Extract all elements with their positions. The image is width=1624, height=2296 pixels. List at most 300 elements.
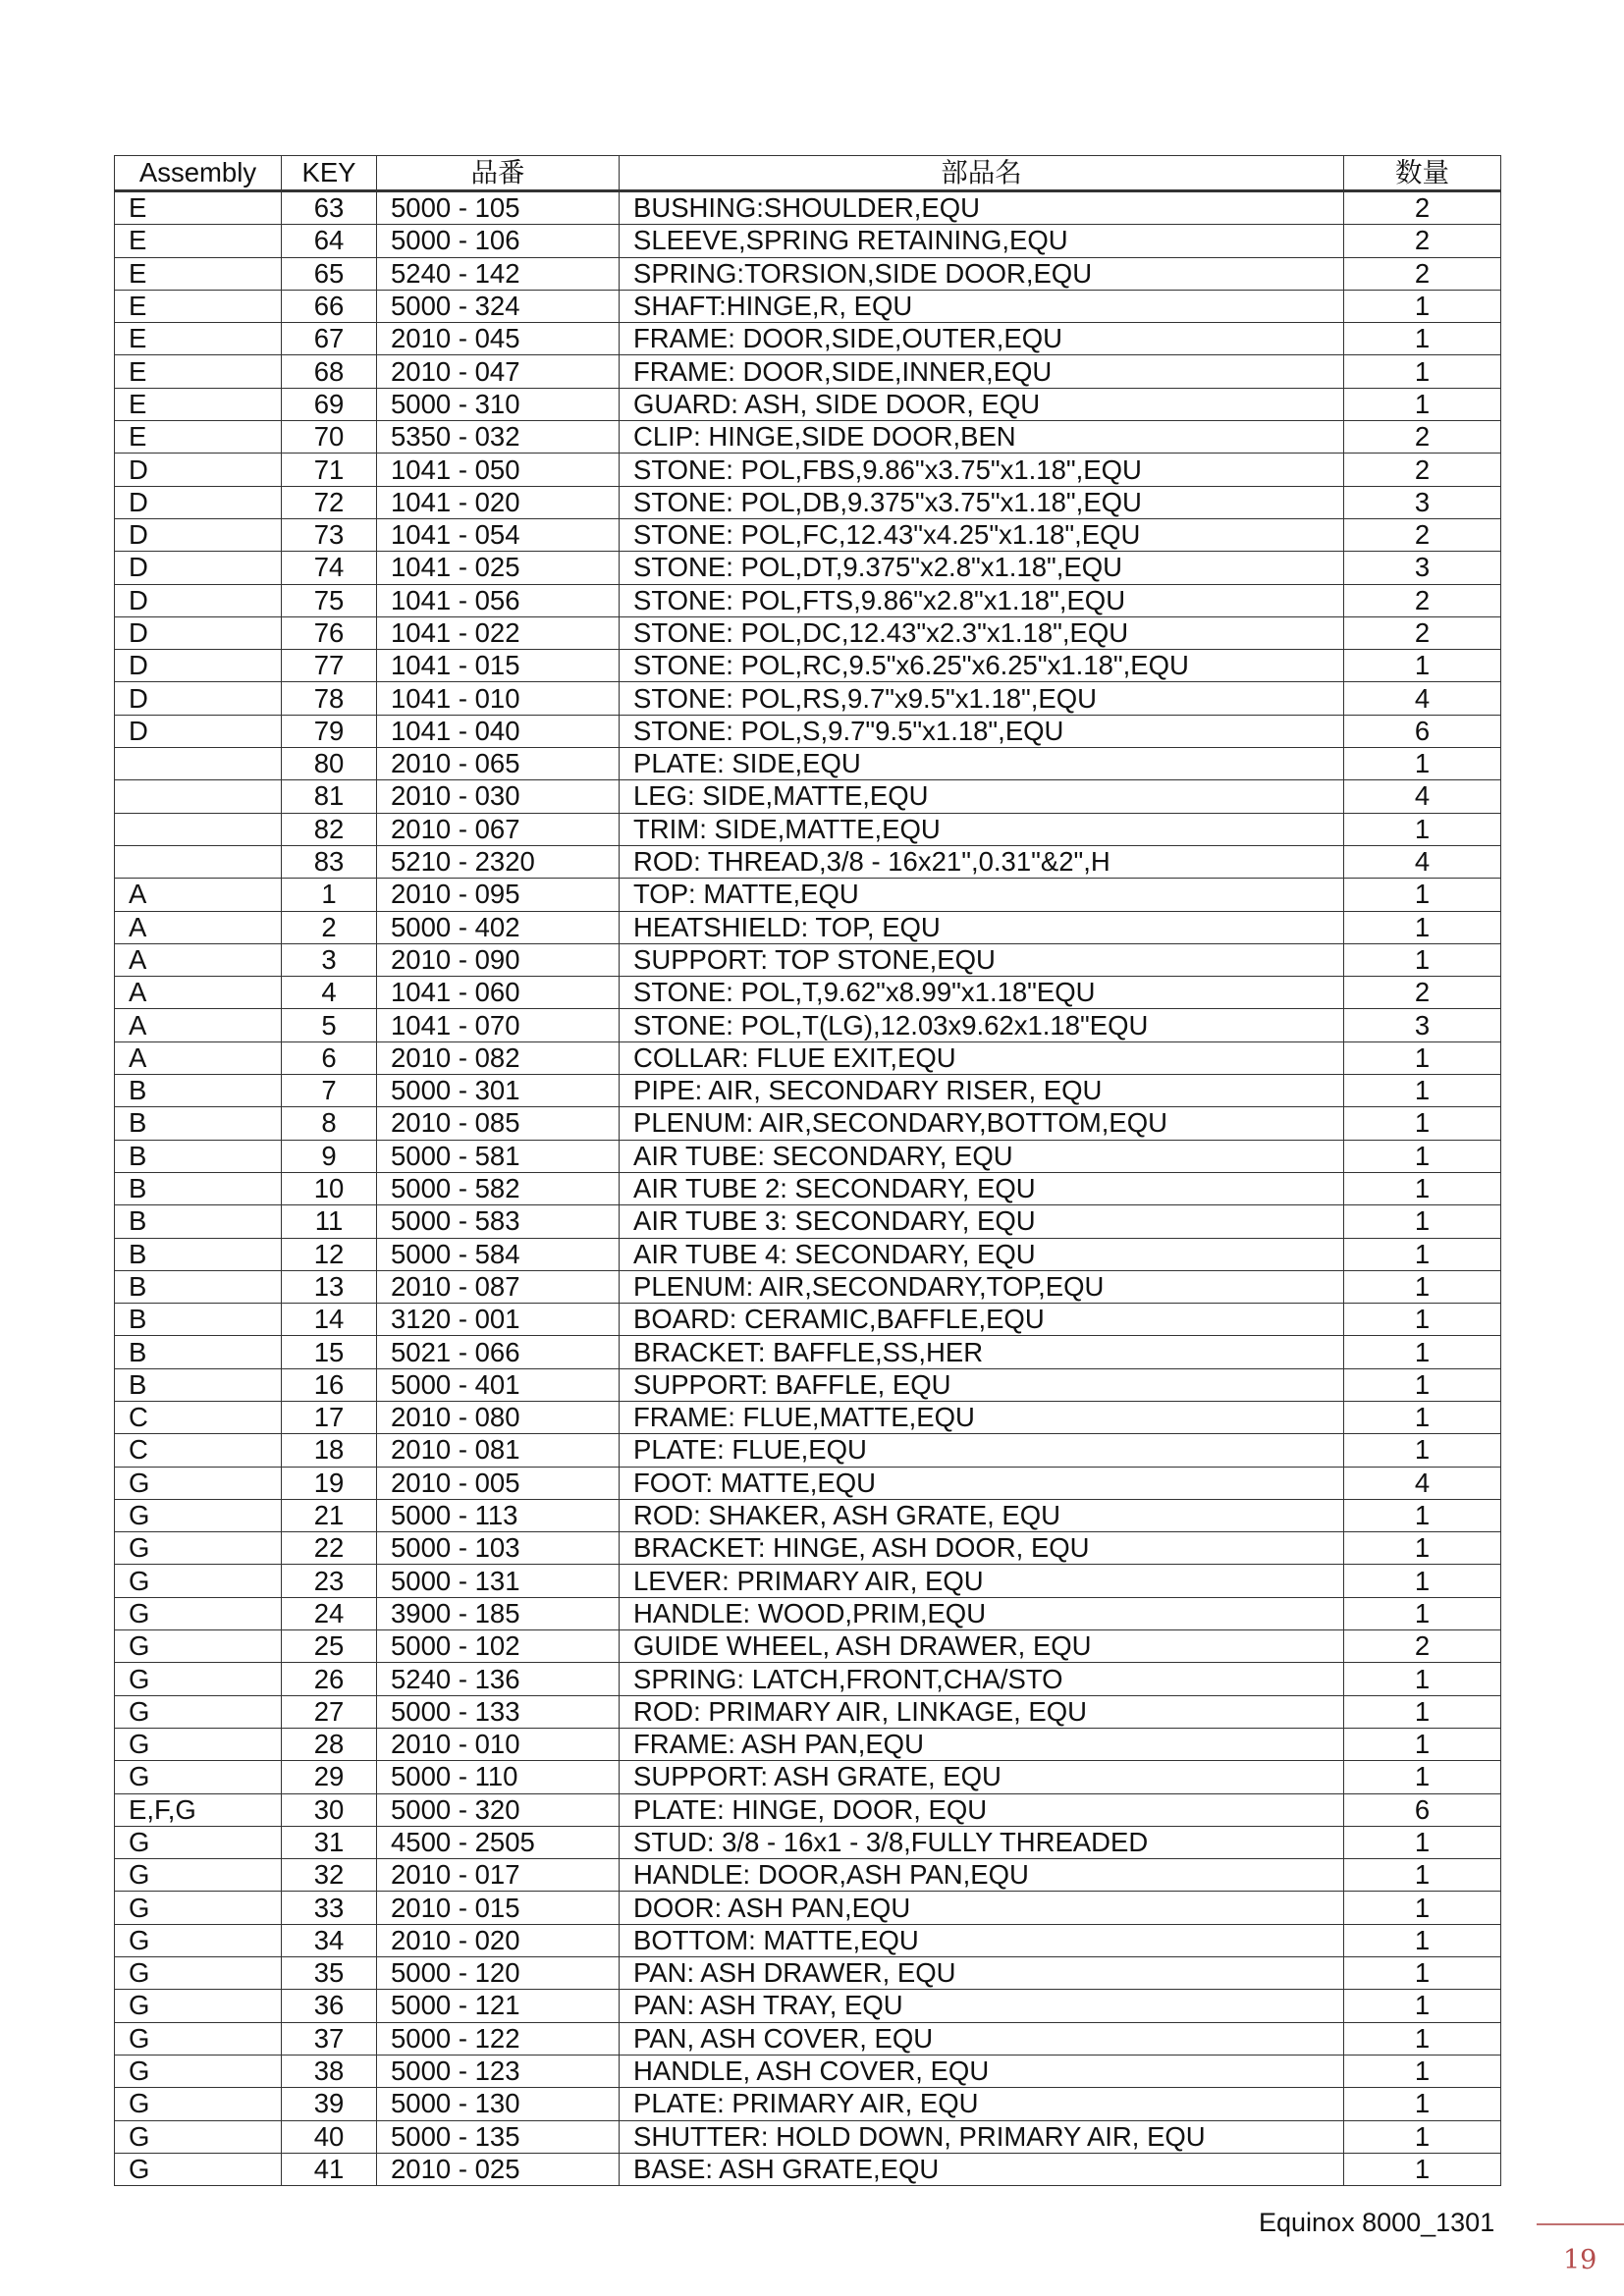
cell-key: 27 — [282, 1695, 377, 1728]
cell-part-name: PAN: ASH TRAY, EQU — [620, 1990, 1344, 2022]
cell-assembly: C — [115, 1401, 282, 1433]
cell-assembly: B — [115, 1336, 282, 1368]
cell-part-name: HANDLE: WOOD,PRIM,EQU — [620, 1597, 1344, 1629]
cell-part-name: HANDLE, ASH COVER, EQU — [620, 2055, 1344, 2087]
cell-assembly: B — [115, 1368, 282, 1401]
cell-quantity: 1 — [1344, 1434, 1501, 1467]
cell-part-number: 5000 - 110 — [377, 1761, 620, 1793]
cell-key: 33 — [282, 1892, 377, 1924]
cell-key: 63 — [282, 191, 377, 225]
table-row — [115, 2022, 1501, 2055]
cell-key: 3 — [282, 943, 377, 976]
cell-part-name: STONE: POL,RS,9.7"x9.5"x1.18",EQU — [620, 682, 1344, 715]
table-row — [115, 1859, 1501, 1892]
cell-assembly: G — [115, 1728, 282, 1760]
cell-key: 11 — [282, 1205, 377, 1238]
table-row — [115, 1368, 1501, 1401]
cell-part-name: SPRING:TORSION,SIDE DOOR,EQU — [620, 257, 1344, 290]
cell-quantity: 1 — [1344, 1140, 1501, 1172]
cell-assembly: E — [115, 191, 282, 225]
header-key: KEY — [282, 156, 377, 191]
cell-part-number: 5240 - 142 — [377, 257, 620, 290]
cell-part-number: 1041 - 060 — [377, 977, 620, 1009]
cell-quantity: 1 — [1344, 388, 1501, 420]
cell-key: 76 — [282, 616, 377, 649]
cell-part-number: 2010 - 095 — [377, 879, 620, 911]
cell-assembly: D — [115, 518, 282, 551]
cell-part-name: GUARD: ASH, SIDE DOOR, EQU — [620, 388, 1344, 420]
cell-assembly: A — [115, 943, 282, 976]
cell-assembly — [115, 780, 282, 813]
cell-quantity: 1 — [1344, 1597, 1501, 1629]
cell-part-number: 5000 - 120 — [377, 1957, 620, 1990]
table-row — [115, 1532, 1501, 1565]
cell-quantity: 1 — [1344, 2088, 1501, 2120]
cell-part-name: BRACKET: HINGE, ASH DOOR, EQU — [620, 1532, 1344, 1565]
cell-assembly: G — [115, 1597, 282, 1629]
cell-part-name: AIR TUBE 2: SECONDARY, EQU — [620, 1172, 1344, 1204]
cell-key: 71 — [282, 454, 377, 486]
cell-key: 38 — [282, 2055, 377, 2087]
cell-quantity: 1 — [1344, 1499, 1501, 1531]
cell-quantity: 1 — [1344, 2055, 1501, 2087]
cell-part-number: 2010 - 085 — [377, 1107, 620, 1140]
cell-part-name: TRIM: SIDE,MATTE,EQU — [620, 813, 1344, 845]
cell-part-name: PAN: ASH DRAWER, EQU — [620, 1957, 1344, 1990]
cell-part-name: STONE: POL,DT,9.375"x2.8"x1.18",EQU — [620, 552, 1344, 584]
table-row — [115, 1990, 1501, 2022]
table-row — [115, 616, 1501, 649]
cell-key: 31 — [282, 1826, 377, 1858]
cell-assembly: D — [115, 682, 282, 715]
cell-part-name: FRAME: DOOR,SIDE,INNER,EQU — [620, 355, 1344, 388]
cell-quantity: 6 — [1344, 715, 1501, 747]
table-row — [115, 780, 1501, 813]
cell-quantity: 1 — [1344, 1270, 1501, 1303]
cell-part-number: 1041 - 010 — [377, 682, 620, 715]
cell-part-name: TOP: MATTE,EQU — [620, 879, 1344, 911]
cell-assembly — [115, 748, 282, 780]
cell-assembly: E — [115, 323, 282, 355]
table-row — [115, 1140, 1501, 1172]
cell-assembly: G — [115, 1532, 282, 1565]
footer-rule — [1537, 2223, 1624, 2225]
cell-quantity: 1 — [1344, 1336, 1501, 1368]
cell-part-name: HEATSHIELD: TOP, EQU — [620, 911, 1344, 943]
cell-assembly: D — [115, 584, 282, 616]
cell-quantity: 1 — [1344, 1892, 1501, 1924]
cell-part-number: 5000 - 402 — [377, 911, 620, 943]
cell-assembly: G — [115, 2022, 282, 2055]
document-label: Equinox 8000_1301 — [1259, 2208, 1495, 2237]
cell-key: 39 — [282, 2088, 377, 2120]
cell-part-number: 5000 - 581 — [377, 1140, 620, 1172]
cell-part-name: SPRING: LATCH,FRONT,CHA/STO — [620, 1663, 1344, 1695]
cell-key: 17 — [282, 1401, 377, 1433]
cell-part-number: 5000 - 320 — [377, 1793, 620, 1826]
cell-part-name: AIR TUBE: SECONDARY, EQU — [620, 1140, 1344, 1172]
cell-quantity: 3 — [1344, 552, 1501, 584]
cell-quantity: 1 — [1344, 1075, 1501, 1107]
cell-part-number: 5000 - 130 — [377, 2088, 620, 2120]
cell-part-name: ROD: PRIMARY AIR, LINKAGE, EQU — [620, 1695, 1344, 1728]
cell-part-number: 2010 - 015 — [377, 1892, 620, 1924]
table-row — [115, 911, 1501, 943]
cell-key: 72 — [282, 486, 377, 518]
table-row — [115, 1793, 1501, 1826]
table-row — [115, 682, 1501, 715]
cell-part-name: STONE: POL,FC,12.43"x4.25"x1.18",EQU — [620, 518, 1344, 551]
cell-part-number: 5000 - 102 — [377, 1630, 620, 1663]
cell-key: 16 — [282, 1368, 377, 1401]
cell-key: 28 — [282, 1728, 377, 1760]
table-row — [115, 1663, 1501, 1695]
cell-quantity: 1 — [1344, 1107, 1501, 1140]
table-header — [115, 156, 1501, 191]
cell-quantity: 2 — [1344, 518, 1501, 551]
cell-part-number: 2010 - 025 — [377, 2153, 620, 2185]
cell-quantity: 1 — [1344, 1532, 1501, 1565]
table-row — [115, 2088, 1501, 2120]
cell-part-number: 1041 - 070 — [377, 1009, 620, 1041]
table-body — [115, 191, 1501, 2186]
cell-key: 80 — [282, 748, 377, 780]
cell-part-number: 5000 - 301 — [377, 1075, 620, 1107]
cell-assembly: G — [115, 1761, 282, 1793]
cell-part-number: 2010 - 017 — [377, 1859, 620, 1892]
cell-part-name: COLLAR: FLUE EXIT,EQU — [620, 1041, 1344, 1074]
cell-quantity: 1 — [1344, 1761, 1501, 1793]
cell-quantity: 1 — [1344, 911, 1501, 943]
cell-part-name: STONE: POL,T(LG),12.03x9.62x1.18"EQU — [620, 1009, 1344, 1041]
cell-quantity: 1 — [1344, 1368, 1501, 1401]
cell-part-name: STUD: 3/8 - 16x1 - 3/8,FULLY THREADED — [620, 1826, 1344, 1858]
cell-assembly: A — [115, 1041, 282, 1074]
cell-quantity: 1 — [1344, 1304, 1501, 1336]
cell-part-name: CLIP: HINGE,SIDE DOOR,BEN — [620, 421, 1344, 454]
table-row — [115, 1238, 1501, 1270]
cell-key: 77 — [282, 650, 377, 682]
cell-part-number: 5000 - 583 — [377, 1205, 620, 1238]
header-part-name: 部品名 — [620, 156, 1344, 191]
cell-key: 70 — [282, 421, 377, 454]
cell-assembly: G — [115, 1990, 282, 2022]
cell-part-number: 5000 - 135 — [377, 2120, 620, 2153]
cell-part-name: STONE: POL,DB,9.375"x3.75"x1.18",EQU — [620, 486, 1344, 518]
cell-part-number: 5240 - 136 — [377, 1663, 620, 1695]
table-row — [115, 748, 1501, 780]
cell-quantity: 1 — [1344, 1205, 1501, 1238]
table-row — [115, 1434, 1501, 1467]
cell-assembly: D — [115, 650, 282, 682]
table-row — [115, 1499, 1501, 1531]
cell-part-number: 3120 - 001 — [377, 1304, 620, 1336]
cell-assembly: G — [115, 1826, 282, 1858]
cell-quantity: 1 — [1344, 1401, 1501, 1433]
table-row — [115, 1597, 1501, 1629]
table-row — [115, 845, 1501, 878]
cell-key: 8 — [282, 1107, 377, 1140]
cell-key: 37 — [282, 2022, 377, 2055]
cell-part-number: 5210 - 2320 — [377, 845, 620, 878]
table-row — [115, 1565, 1501, 1597]
cell-quantity: 1 — [1344, 650, 1501, 682]
cell-part-name: PLATE: HINGE, DOOR, EQU — [620, 1793, 1344, 1826]
cell-part-name: PLENUM: AIR,SECONDARY,BOTTOM,EQU — [620, 1107, 1344, 1140]
cell-key: 40 — [282, 2120, 377, 2153]
cell-assembly: G — [115, 2153, 282, 2185]
cell-part-name: PIPE: AIR, SECONDARY RISER, EQU — [620, 1075, 1344, 1107]
cell-assembly: G — [115, 2120, 282, 2153]
cell-quantity: 4 — [1344, 780, 1501, 813]
table-row — [115, 1075, 1501, 1107]
cell-assembly: B — [115, 1270, 282, 1303]
cell-quantity: 2 — [1344, 454, 1501, 486]
cell-quantity: 4 — [1344, 1467, 1501, 1499]
cell-quantity: 2 — [1344, 977, 1501, 1009]
cell-part-number: 2010 - 067 — [377, 813, 620, 845]
cell-key: 67 — [282, 323, 377, 355]
cell-key: 41 — [282, 2153, 377, 2185]
cell-part-number: 4500 - 2505 — [377, 1826, 620, 1858]
cell-key: 29 — [282, 1761, 377, 1793]
table-row — [115, 1957, 1501, 1990]
cell-key: 1 — [282, 879, 377, 911]
cell-quantity: 2 — [1344, 191, 1501, 225]
cell-part-number: 1041 - 040 — [377, 715, 620, 747]
table-row — [115, 421, 1501, 454]
table-row — [115, 257, 1501, 290]
cell-part-name: BUSHING:SHOULDER,EQU — [620, 191, 1344, 225]
cell-part-number: 5000 - 584 — [377, 1238, 620, 1270]
table-row — [115, 486, 1501, 518]
cell-key: 68 — [282, 355, 377, 388]
cell-assembly: D — [115, 454, 282, 486]
cell-assembly: B — [115, 1075, 282, 1107]
table-row — [115, 650, 1501, 682]
cell-part-name: SUPPORT: TOP STONE,EQU — [620, 943, 1344, 976]
cell-part-number: 1041 - 022 — [377, 616, 620, 649]
cell-key: 36 — [282, 1990, 377, 2022]
cell-assembly: E — [115, 225, 282, 257]
cell-key: 69 — [282, 388, 377, 420]
cell-part-name: BASE: ASH GRATE,EQU — [620, 2153, 1344, 2185]
cell-key: 22 — [282, 1532, 377, 1565]
cell-quantity: 1 — [1344, 290, 1501, 322]
cell-part-number: 5000 - 105 — [377, 191, 620, 225]
cell-quantity: 1 — [1344, 1990, 1501, 2022]
cell-part-number: 2010 - 090 — [377, 943, 620, 976]
cell-quantity: 1 — [1344, 1172, 1501, 1204]
cell-quantity: 1 — [1344, 2022, 1501, 2055]
cell-key: 64 — [282, 225, 377, 257]
cell-part-name: BRACKET: BAFFLE,SS,HER — [620, 1336, 1344, 1368]
cell-part-number: 5000 - 131 — [377, 1565, 620, 1597]
cell-key: 24 — [282, 1597, 377, 1629]
table-row — [115, 977, 1501, 1009]
table-row — [115, 1172, 1501, 1204]
cell-part-name: FOOT: MATTE,EQU — [620, 1467, 1344, 1499]
cell-part-number: 1041 - 025 — [377, 552, 620, 584]
cell-part-name: STONE: POL,T,9.62"x8.99"x1.18"EQU — [620, 977, 1344, 1009]
cell-quantity: 1 — [1344, 1695, 1501, 1728]
table-row — [115, 191, 1501, 225]
cell-key: 14 — [282, 1304, 377, 1336]
cell-quantity: 1 — [1344, 879, 1501, 911]
cell-assembly: C — [115, 1434, 282, 1467]
cell-key: 15 — [282, 1336, 377, 1368]
cell-part-number: 2010 - 045 — [377, 323, 620, 355]
table-row — [115, 2120, 1501, 2153]
page-number: 19 — [1563, 2245, 1597, 2275]
cell-quantity: 2 — [1344, 421, 1501, 454]
cell-assembly: E — [115, 290, 282, 322]
table-row — [115, 1761, 1501, 1793]
cell-assembly: B — [115, 1205, 282, 1238]
cell-key: 10 — [282, 1172, 377, 1204]
parts-table — [114, 155, 1501, 2186]
cell-part-number: 2010 - 047 — [377, 355, 620, 388]
cell-part-number: 5000 - 122 — [377, 2022, 620, 2055]
cell-assembly: D — [115, 552, 282, 584]
table-row — [115, 1924, 1501, 1956]
cell-key: 4 — [282, 977, 377, 1009]
table-row — [115, 1728, 1501, 1760]
cell-quantity: 1 — [1344, 1924, 1501, 1956]
cell-assembly: G — [115, 1859, 282, 1892]
table-row — [115, 225, 1501, 257]
cell-part-number: 5000 - 123 — [377, 2055, 620, 2087]
cell-quantity: 2 — [1344, 584, 1501, 616]
cell-part-name: FRAME: FLUE,MATTE,EQU — [620, 1401, 1344, 1433]
cell-quantity: 3 — [1344, 1009, 1501, 1041]
cell-quantity: 1 — [1344, 1826, 1501, 1858]
cell-part-number: 2010 - 087 — [377, 1270, 620, 1303]
cell-assembly: G — [115, 1565, 282, 1597]
cell-assembly: B — [115, 1304, 282, 1336]
cell-key: 19 — [282, 1467, 377, 1499]
cell-assembly: E,F,G — [115, 1793, 282, 1826]
cell-part-number: 5000 - 133 — [377, 1695, 620, 1728]
cell-key: 9 — [282, 1140, 377, 1172]
cell-part-name: BOTTOM: MATTE,EQU — [620, 1924, 1344, 1956]
cell-quantity: 1 — [1344, 2153, 1501, 2185]
cell-assembly — [115, 845, 282, 878]
cell-quantity: 3 — [1344, 486, 1501, 518]
cell-key: 5 — [282, 1009, 377, 1041]
cell-quantity: 1 — [1344, 323, 1501, 355]
cell-quantity: 4 — [1344, 682, 1501, 715]
cell-quantity: 1 — [1344, 1859, 1501, 1892]
table-row — [115, 1009, 1501, 1041]
table-row — [115, 388, 1501, 420]
cell-key: 65 — [282, 257, 377, 290]
cell-assembly: E — [115, 257, 282, 290]
table-row — [115, 1205, 1501, 1238]
cell-quantity: 1 — [1344, 1957, 1501, 1990]
cell-part-number: 5000 - 324 — [377, 290, 620, 322]
cell-key: 35 — [282, 1957, 377, 1990]
cell-part-number: 5350 - 032 — [377, 421, 620, 454]
cell-key: 13 — [282, 1270, 377, 1303]
cell-key: 7 — [282, 1075, 377, 1107]
cell-part-name: STONE: POL,FTS,9.86"x2.8"x1.18",EQU — [620, 584, 1344, 616]
table-row — [115, 584, 1501, 616]
cell-key: 74 — [282, 552, 377, 584]
cell-quantity: 2 — [1344, 225, 1501, 257]
table-row — [115, 518, 1501, 551]
cell-part-number: 2010 - 081 — [377, 1434, 620, 1467]
header-assembly: Assembly — [115, 156, 282, 191]
cell-part-name: STONE: POL,FBS,9.86"x3.75"x1.18",EQU — [620, 454, 1344, 486]
table-row — [115, 1401, 1501, 1433]
table-row — [115, 454, 1501, 486]
cell-quantity: 1 — [1344, 1238, 1501, 1270]
cell-part-name: SLEEVE,SPRING RETAINING,EQU — [620, 225, 1344, 257]
cell-key: 12 — [282, 1238, 377, 1270]
table-row — [115, 2153, 1501, 2185]
cell-part-name: LEG: SIDE,MATTE,EQU — [620, 780, 1344, 813]
table-row — [115, 1270, 1501, 1303]
cell-part-name: ROD: THREAD,3/8 - 16x21",0.31"&2",H — [620, 845, 1344, 878]
table-row — [115, 1041, 1501, 1074]
cell-key: 32 — [282, 1859, 377, 1892]
cell-part-name: LEVER: PRIMARY AIR, EQU — [620, 1565, 1344, 1597]
table-row — [115, 1695, 1501, 1728]
cell-assembly: D — [115, 715, 282, 747]
table-row — [115, 355, 1501, 388]
cell-assembly: E — [115, 355, 282, 388]
cell-assembly: G — [115, 1499, 282, 1531]
cell-quantity: 1 — [1344, 1663, 1501, 1695]
cell-quantity: 1 — [1344, 1041, 1501, 1074]
cell-part-number: 5000 - 121 — [377, 1990, 620, 2022]
cell-assembly: D — [115, 616, 282, 649]
cell-assembly: D — [115, 486, 282, 518]
cell-part-name: FRAME: DOOR,SIDE,OUTER,EQU — [620, 323, 1344, 355]
cell-assembly: A — [115, 977, 282, 1009]
cell-part-name: ROD: SHAKER, ASH GRATE, EQU — [620, 1499, 1344, 1531]
cell-assembly: G — [115, 1957, 282, 1990]
cell-key: 78 — [282, 682, 377, 715]
cell-assembly: B — [115, 1238, 282, 1270]
cell-quantity: 2 — [1344, 616, 1501, 649]
cell-part-number: 5021 - 066 — [377, 1336, 620, 1368]
cell-part-number: 1041 - 020 — [377, 486, 620, 518]
cell-part-number: 2010 - 080 — [377, 1401, 620, 1433]
table-row — [115, 290, 1501, 322]
cell-assembly: G — [115, 1892, 282, 1924]
cell-part-number: 5000 - 103 — [377, 1532, 620, 1565]
cell-part-number: 2010 - 010 — [377, 1728, 620, 1760]
table-row — [115, 1630, 1501, 1663]
cell-key: 79 — [282, 715, 377, 747]
cell-key: 2 — [282, 911, 377, 943]
cell-part-name: HANDLE: DOOR,ASH PAN,EQU — [620, 1859, 1344, 1892]
cell-key: 21 — [282, 1499, 377, 1531]
cell-part-number: 5000 - 310 — [377, 388, 620, 420]
cell-quantity: 1 — [1344, 1728, 1501, 1760]
cell-part-number: 5000 - 106 — [377, 225, 620, 257]
cell-part-name: SUPPORT: ASH GRATE, EQU — [620, 1761, 1344, 1793]
cell-part-number: 1041 - 056 — [377, 584, 620, 616]
cell-key: 34 — [282, 1924, 377, 1956]
cell-part-number: 5000 - 582 — [377, 1172, 620, 1204]
cell-part-number: 5000 - 401 — [377, 1368, 620, 1401]
cell-quantity: 1 — [1344, 2120, 1501, 2153]
cell-assembly: A — [115, 911, 282, 943]
cell-quantity: 2 — [1344, 1630, 1501, 1663]
